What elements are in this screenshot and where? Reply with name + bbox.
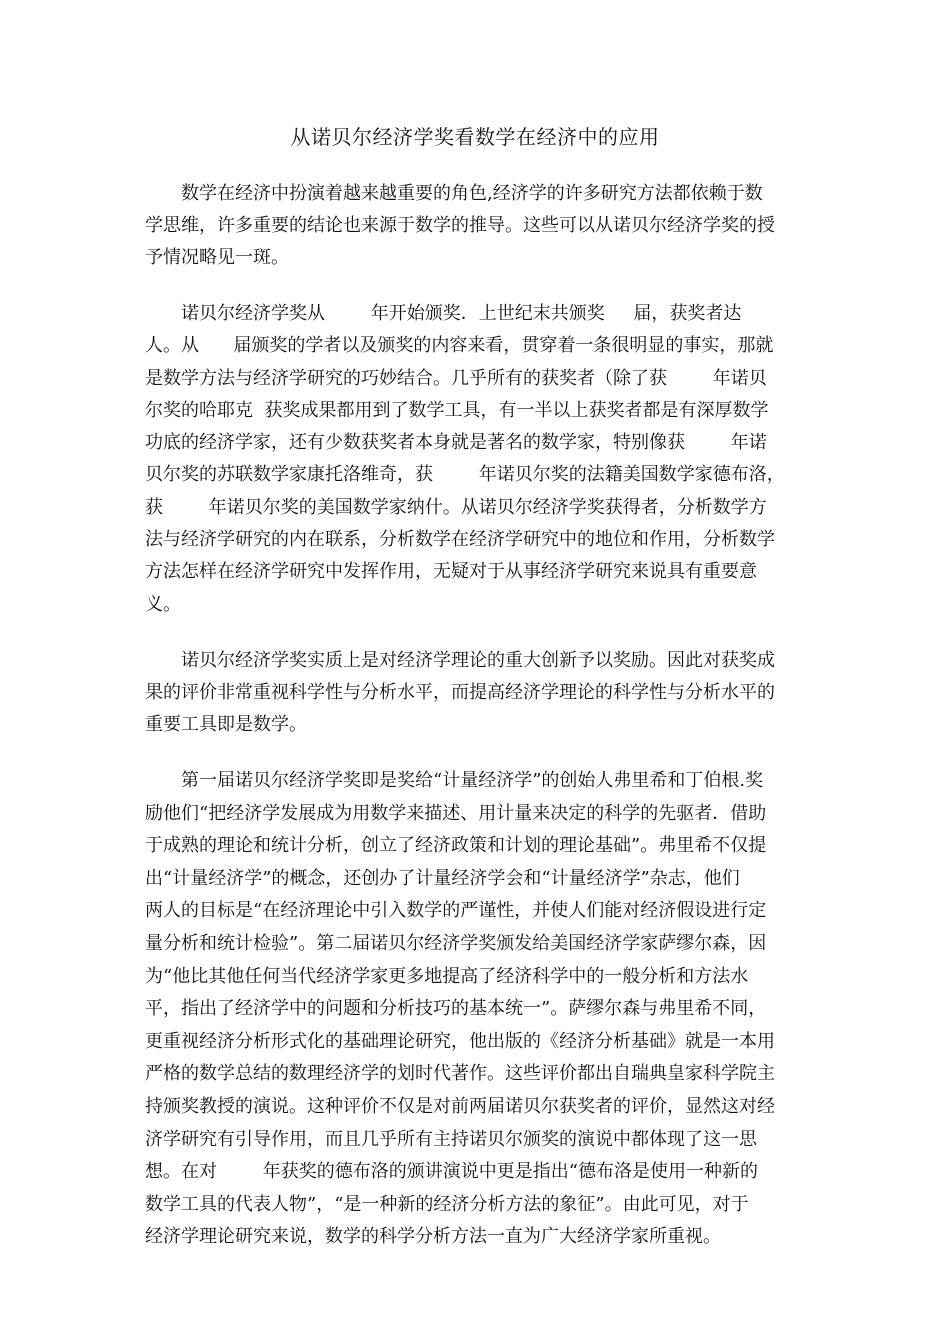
- text-line: 义。: [145, 593, 181, 615]
- paragraph-1: [145, 178, 811, 274]
- text-line: 第一届诺贝尔经济学奖即是奖给“计量经济学”的创始人弗里希和丁伯根.奖: [181, 769, 764, 791]
- text-line: 出“计量经济学”的概念，还创办了计量经济学会和“计量经济学”杂志，他们: [145, 867, 740, 889]
- text-line: 经济学理论研究来说，数学的科学分析方法一直为广大经济学家所重视。: [145, 1226, 721, 1248]
- text-line: 予情况略见一斑。: [145, 247, 289, 268]
- paragraph-2: [145, 298, 811, 621]
- paragraph-3: [145, 645, 811, 741]
- text-line: 诺贝尔经济学奖从 年开始颁奖．上世纪末共颁奖 届，获奖者达: [181, 303, 742, 324]
- text-line: 重要工具即是数学。: [145, 713, 307, 735]
- text-line: 是数学方法与经济学研究的巧妙结合。几乎所有的获奖者（除了获 年诺贝: [145, 367, 767, 389]
- text-line: 功底的经济学家，还有少数获奖者本身就是著名的数学家，特别像获 年诺: [145, 432, 767, 454]
- text-line: 法与经济学研究的内在联系，分析数学在经济学研究中的地位和作用，分析数学: [145, 529, 775, 551]
- text-line: 更重视经济分析形式化的基础理论研究，他出版的《经济分析基础》就是一本用: [145, 1030, 775, 1052]
- text-line: 平，指出了经济学中的问题和分析技巧的基本统一”。萨缪尔森与弗里希不同，: [145, 998, 767, 1020]
- text-line: 想。在对 年获奖的德布洛的颁讲演说中更是指出“德布洛是使用一种新的: [145, 1161, 758, 1183]
- document-title: 从诺贝尔经济学奖看数学在经济中的应用: [290, 125, 660, 149]
- text-line: 获 年诺贝尔奖的美国数学家纳什。从诺贝尔经济学奖获得者，分析数学方: [145, 496, 767, 518]
- text-line: 人。从 届颁奖的学者以及颁奖的内容来看，贯穿着一条很明显的事实，那就: [145, 335, 774, 357]
- text-line: 数学工具的代表人物”，“是一种新的经济分析方法的象征”。由此可见，对于: [145, 1193, 749, 1215]
- text-line: 诺贝尔经济学奖实质上是对经济学理论的重大创新予以奖励。因此对获奖成: [181, 649, 775, 671]
- text-line: 方法怎样在经济学研究中发挥作用，无疑对于从事经济学研究来说具有重要意: [145, 561, 757, 583]
- text-line: 济学研究有引导作用，而且几乎所有主持诺贝尔颁奖的演说中都体现了这一思: [145, 1128, 757, 1150]
- text-line: 果的评价非常重视科学性与分析水平，而提高经济学理论的科学性与分析水平的: [145, 681, 775, 703]
- text-line: 两人的目标是“在经济理论中引入数学的严谨性，并使人们能对经济假设进行定: [145, 900, 767, 922]
- text-line: 尔奖的哈耶克 获奖成果都用到了数学工具，有一半以上获奖者都是有深厚数学: [145, 399, 769, 421]
- text-line: 持颁奖教授的演说。这种评价不仅是对前两届诺贝尔获奖者的评价，显然这对经: [145, 1095, 775, 1117]
- text-line: 量分析和统计检验”。第二届诺贝尔经济学奖颁发给美国经济学家萨缪尔森，因: [145, 932, 767, 954]
- text-line: 为“他比其他任何当代经济学家更多地提高了经济科学中的一般分析和方法水: [145, 965, 749, 987]
- paragraph-4: [145, 765, 811, 1254]
- text-line: 学思维，许多重要的结论也来源于数学的推导。这些可以从诺贝尔经济学奖的授: [145, 215, 775, 236]
- text-line: 励他们“把经济学发展成为用数学来描述、用计量来决定的科学的先驱者．借助: [145, 802, 767, 824]
- text-line: 数学在经济中扮演着越来越重要的角色,经济学的许多研究方法都依赖于数: [181, 183, 763, 204]
- text-line: 贝尔奖的苏联数学家康托洛维奇，获 年诺贝尔奖的法籍美国数学家德布洛，: [145, 464, 785, 486]
- document-body: [145, 178, 811, 1278]
- text-line: 于成熟的理论和统计分析，创立了经济政策和计划的理论基础”。弗里希不仅提: [145, 835, 767, 857]
- text-line: 严格的数学总结的数理经济学的划时代著作。这些评价都出自瑞典皇家科学院主: [145, 1063, 775, 1085]
